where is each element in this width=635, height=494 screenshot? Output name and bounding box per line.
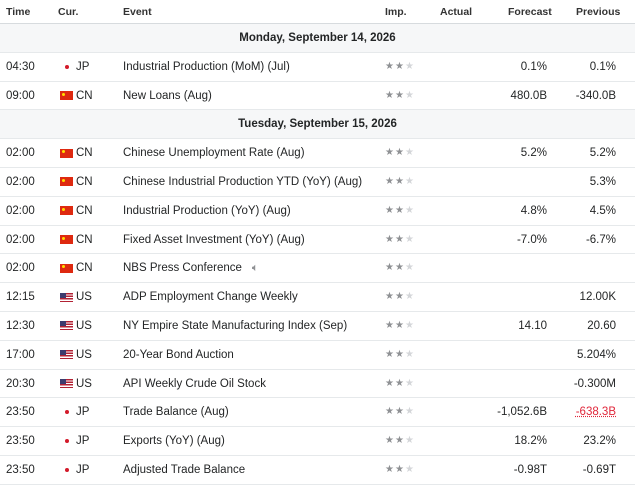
event-name[interactable]: Chinese Industrial Production YTD (YoY) (Aug) — [123, 175, 363, 188]
bull-star-icon: ★ — [404, 60, 415, 72]
event-name[interactable]: Chinese Unemployment Rate (Aug) — [123, 147, 305, 160]
event-name[interactable]: NY Empire State Manufacturing Index (Sep) — [123, 319, 348, 332]
event-row[interactable] — [0, 398, 635, 427]
event-row[interactable] — [0, 370, 635, 399]
event-time: 23:50 — [6, 406, 35, 419]
importance-stars — [385, 341, 435, 370]
event-forecast: 5.2% — [520, 147, 547, 160]
event-previous: 0.1% — [589, 60, 616, 73]
event-row[interactable] — [0, 254, 635, 283]
header-actual[interactable]: Actual — [440, 6, 473, 18]
day-header-row — [0, 110, 635, 139]
bull-star-icon: ★ — [404, 406, 415, 418]
currency-code: JP — [76, 406, 90, 419]
currency-code: JP — [76, 463, 90, 476]
event-name[interactable]: API Weekly Crude Oil Stock — [123, 377, 266, 390]
cn-flag-icon — [60, 91, 73, 100]
importance-stars — [385, 370, 435, 399]
header-forecast[interactable]: Forecast — [508, 6, 552, 18]
bull-star-icon: ★ — [404, 147, 415, 159]
event-name-cell[interactable] — [123, 427, 378, 456]
currency-code: CN — [76, 204, 93, 217]
bull-star-icon: ★ — [394, 463, 405, 475]
calendar-body — [0, 24, 635, 485]
day-label: Tuesday, September 15, 2026 — [238, 118, 397, 131]
header-previous[interactable]: Previous — [576, 6, 621, 18]
event-previous: -6.7% — [585, 233, 616, 246]
bull-star-icon: ★ — [404, 175, 415, 187]
event-name-cell[interactable] — [123, 398, 378, 427]
event-name-cell[interactable] — [123, 139, 378, 168]
event-name[interactable]: Adjusted Trade Balance — [123, 463, 246, 476]
currency-code: CN — [76, 89, 93, 102]
importance-stars — [385, 312, 435, 341]
cn-flag-icon — [60, 264, 73, 273]
bull-star-icon: ★ — [385, 204, 395, 216]
event-time: 02:00 — [6, 204, 35, 217]
bull-star-icon: ★ — [385, 233, 395, 245]
event-name-cell[interactable] — [123, 82, 378, 111]
importance-stars — [385, 398, 435, 427]
bull-star-icon: ★ — [385, 377, 395, 389]
currency-code: CN — [76, 147, 93, 160]
cn-flag-icon — [60, 235, 73, 244]
event-forecast: -1,052.6B — [497, 406, 547, 419]
jp-flag-icon — [60, 465, 73, 474]
header-event[interactable]: Event — [123, 6, 152, 18]
revised-previous-value[interactable]: -638.3B — [575, 406, 616, 419]
event-name[interactable]: NBS Press Conference — [123, 262, 242, 275]
event-name-cell[interactable] — [123, 53, 378, 82]
event-name[interactable]: Trade Balance (Aug) — [123, 406, 229, 419]
cn-flag-icon — [60, 206, 73, 215]
event-previous: -0.69T — [582, 463, 616, 476]
event-time: 02:00 — [6, 262, 35, 275]
bull-star-icon: ★ — [394, 406, 405, 418]
event-name-cell[interactable] — [123, 283, 378, 312]
us-flag-icon — [60, 293, 73, 302]
event-time: 23:50 — [6, 463, 35, 476]
event-time: 02:00 — [6, 175, 35, 188]
event-name-cell[interactable] — [123, 197, 378, 226]
currency-code: JP — [76, 435, 90, 448]
event-forecast: 0.1% — [520, 60, 547, 73]
event-previous — [550, 398, 616, 427]
currency-code: US — [76, 319, 92, 332]
importance-stars — [385, 139, 435, 168]
bull-star-icon: ★ — [385, 89, 395, 101]
event-time: 12:30 — [6, 319, 35, 332]
event-name-cell[interactable] — [123, 226, 378, 255]
bull-star-icon: ★ — [394, 60, 405, 72]
bull-star-icon: ★ — [404, 319, 415, 331]
event-time: 02:00 — [6, 147, 35, 160]
event-time: 12:15 — [6, 291, 35, 304]
currency-code: US — [76, 377, 92, 390]
jp-flag-icon — [60, 408, 73, 417]
us-flag-icon — [60, 350, 73, 359]
currency-code: JP — [76, 60, 90, 73]
event-forecast: 18.2% — [514, 435, 547, 448]
bull-star-icon: ★ — [385, 319, 395, 331]
event-name[interactable]: Exports (YoY) (Aug) — [123, 435, 225, 448]
event-forecast: -0.98T — [513, 463, 547, 476]
importance-stars — [385, 254, 435, 283]
bull-star-icon: ★ — [404, 262, 415, 274]
bull-star-icon: ★ — [385, 463, 395, 475]
event-time: 02:00 — [6, 233, 35, 246]
day-header-row — [0, 24, 635, 53]
bull-star-icon: ★ — [394, 175, 405, 187]
currency-code: CN — [76, 175, 93, 188]
currency-code: CN — [76, 233, 93, 246]
event-row[interactable] — [0, 283, 635, 312]
event-row[interactable] — [0, 139, 635, 168]
bull-star-icon: ★ — [404, 463, 415, 475]
jp-flag-icon — [60, 437, 73, 446]
event-previous: 5.204% — [576, 348, 616, 361]
bull-star-icon: ★ — [394, 377, 405, 389]
event-previous: 4.5% — [589, 204, 616, 217]
bull-star-icon: ★ — [385, 147, 395, 159]
bull-star-icon: ★ — [385, 291, 395, 303]
event-name-cell[interactable] — [123, 168, 378, 197]
bull-star-icon: ★ — [404, 233, 415, 245]
event-forecast: 4.8% — [520, 204, 547, 217]
event-time: 09:00 — [6, 89, 35, 102]
header-importance[interactable]: Imp. — [385, 6, 407, 18]
event-name[interactable]: 20-Year Bond Auction — [123, 348, 234, 361]
event-row[interactable] — [0, 427, 635, 456]
bull-star-icon: ★ — [404, 204, 415, 216]
event-previous: 12.00K — [579, 291, 616, 304]
importance-stars — [385, 226, 435, 255]
event-row[interactable] — [0, 312, 635, 341]
bull-star-icon: ★ — [385, 175, 395, 187]
importance-stars — [385, 82, 435, 111]
currency-code: US — [76, 348, 92, 361]
currency-code: CN — [76, 262, 93, 275]
bull-star-icon: ★ — [404, 291, 415, 303]
event-name[interactable]: Fixed Asset Investment (YoY) (Aug) — [123, 233, 305, 246]
event-name[interactable]: Industrial Production (YoY) (Aug) — [123, 204, 291, 217]
bull-star-icon: ★ — [404, 348, 415, 360]
bull-star-icon: ★ — [385, 262, 395, 274]
event-time: 23:50 — [6, 435, 35, 448]
bull-star-icon: ★ — [394, 291, 405, 303]
bull-star-icon: ★ — [394, 233, 405, 245]
event-name-cell[interactable] — [123, 312, 378, 341]
event-time: 17:00 — [6, 348, 35, 361]
importance-stars — [385, 168, 435, 197]
day-label: Monday, September 14, 2026 — [239, 32, 396, 44]
event-previous: 5.2% — [589, 147, 616, 160]
event-forecast: 14.10 — [518, 319, 547, 332]
importance-stars — [385, 53, 435, 82]
importance-stars — [385, 427, 435, 456]
bull-star-icon: ★ — [385, 435, 395, 447]
event-previous: 23.2% — [583, 435, 616, 448]
event-time: 20:30 — [6, 377, 35, 390]
bull-star-icon: ★ — [394, 147, 405, 159]
bull-star-icon: ★ — [394, 435, 405, 447]
event-row[interactable] — [0, 53, 635, 82]
event-name-cell[interactable] — [123, 456, 378, 485]
event-row[interactable] — [0, 82, 635, 111]
event-previous: 5.3% — [589, 175, 616, 188]
event-name-cell[interactable] — [123, 370, 378, 399]
event-row[interactable] — [0, 226, 635, 255]
cn-flag-icon — [60, 177, 73, 186]
event-name[interactable]: ADP Employment Change Weekly — [123, 291, 298, 304]
event-name-cell[interactable] — [123, 341, 378, 370]
importance-stars — [385, 456, 435, 485]
cn-flag-icon — [60, 149, 73, 158]
bull-star-icon: ★ — [394, 262, 405, 274]
bull-star-icon: ★ — [404, 89, 415, 101]
event-row[interactable] — [0, 197, 635, 226]
event-time: 04:30 — [6, 60, 35, 73]
event-forecast: -7.0% — [516, 233, 547, 246]
header-time[interactable]: Time — [6, 6, 31, 18]
header-currency[interactable]: Cur. — [58, 6, 79, 18]
event-forecast: 480.0B — [510, 89, 547, 102]
event-row[interactable] — [0, 168, 635, 197]
bull-star-icon: ★ — [394, 204, 405, 216]
event-name-cell[interactable] — [123, 254, 378, 283]
bull-star-icon: ★ — [404, 377, 415, 389]
event-name[interactable]: Industrial Production (MoM) (Jul) — [123, 60, 290, 73]
bull-star-icon: ★ — [394, 319, 405, 331]
bull-star-icon: ★ — [385, 406, 395, 418]
us-flag-icon — [60, 379, 73, 388]
speaker-icon: 🔈︎ — [251, 262, 259, 275]
bull-star-icon: ★ — [385, 348, 395, 360]
event-row[interactable] — [0, 341, 635, 370]
jp-flag-icon — [60, 62, 73, 71]
bull-star-icon: ★ — [385, 60, 395, 72]
event-previous: -340.0B — [575, 89, 616, 102]
event-row[interactable] — [0, 456, 635, 485]
importance-stars — [385, 283, 435, 312]
calendar-header-row — [0, 0, 635, 24]
currency-code: US — [76, 291, 92, 304]
event-name[interactable]: New Loans (Aug) — [123, 89, 212, 102]
us-flag-icon — [60, 321, 73, 330]
event-previous: 20.60 — [587, 319, 616, 332]
event-previous: -0.300M — [573, 377, 616, 390]
bull-star-icon: ★ — [394, 348, 405, 360]
bull-star-icon: ★ — [394, 89, 405, 101]
importance-stars — [385, 197, 435, 226]
bull-star-icon: ★ — [404, 435, 415, 447]
